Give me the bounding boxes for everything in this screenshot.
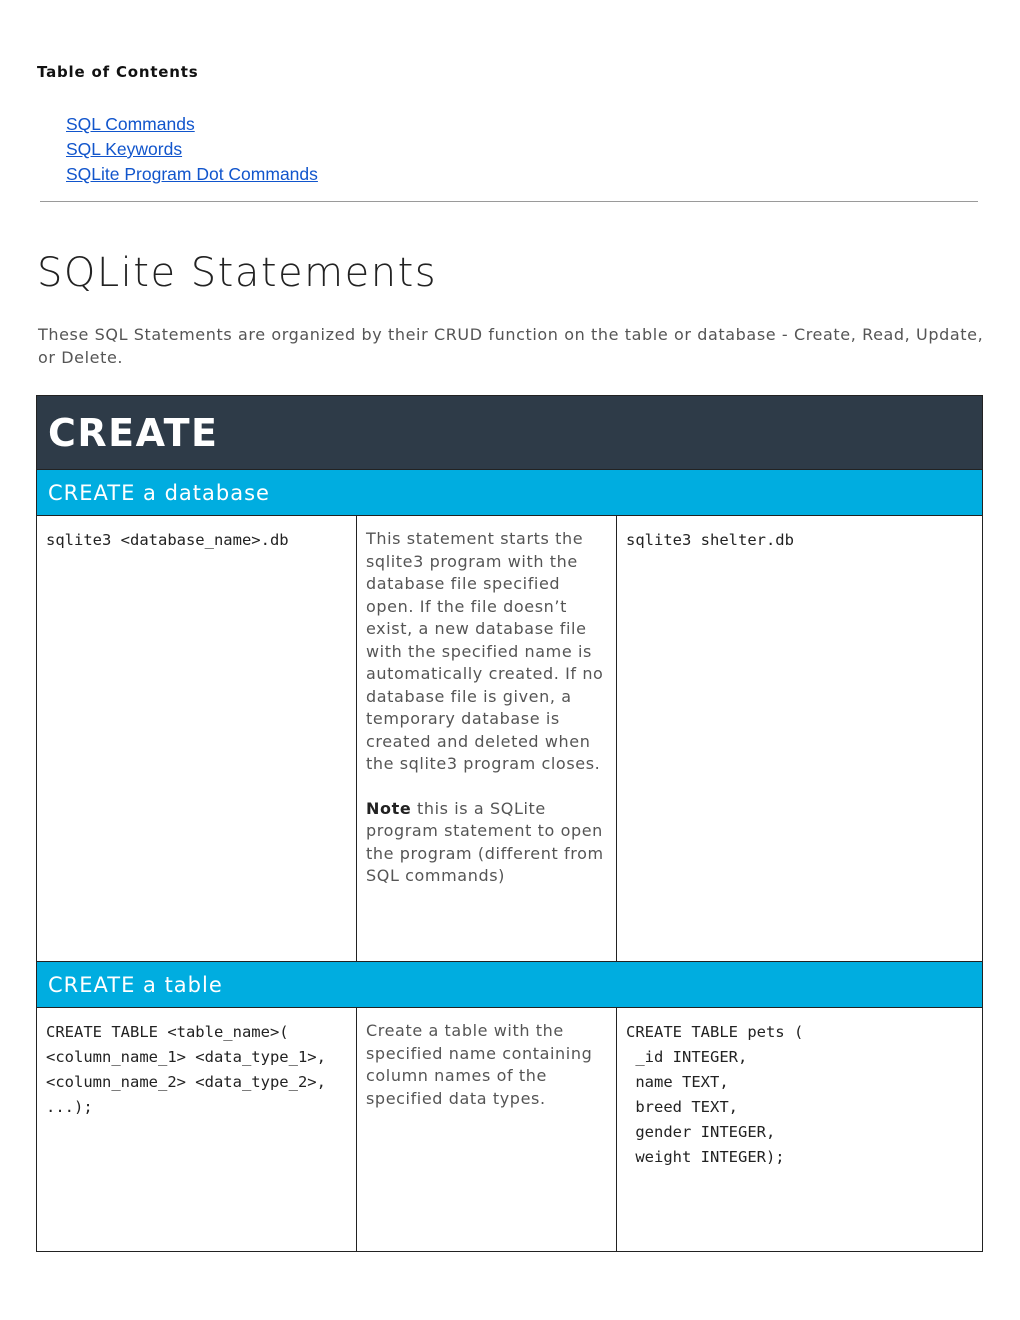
description-text: This statement starts the sqlite3 program with the database file specified open. If the file doesn’t exist, a new database file with the specified name is automatically created. If no database file is given, a temporary database is created and deleted when the sqlite3 program closes. [366,529,604,773]
table-row [37,516,983,962]
syntax-line: <column_name_2> <data_type_2>, [46,1073,326,1091]
section-header-create: CREATE [37,396,983,470]
example-cell [617,516,983,962]
example-line: name TEXT, [626,1073,729,1091]
page-title: SQLite Statements [37,250,438,296]
note-label: Note [366,798,412,818]
note-text [366,798,608,888]
example-line: CREATE TABLE pets ( [626,1023,804,1041]
create-table [36,395,983,1252]
note-body: this is a SQLite program statement to open the program (different from SQL commands) [366,798,604,885]
example-line: weight INTEGER); [626,1148,785,1166]
example-line: breed TEXT, [626,1098,738,1116]
description-cell [357,1008,617,1252]
intro-paragraph: These SQL Statements are organized by their CRUD function on the table or database - Create, Read, Update, or Delete. [38,325,984,367]
toc-heading: Table of Contents [37,63,199,81]
description-text: Create a table with the specified name containing column names of the specified data types. [366,1021,593,1108]
syntax-cell [37,1008,357,1252]
subheader-create-database: CREATE a database [37,470,983,516]
toc-link-sql-keywords[interactable]: SQL Keywords [66,139,183,159]
syntax-line: CREATE TABLE <table_name>( [46,1023,289,1041]
toc-list [66,112,318,187]
table-row [37,1008,983,1252]
syntax-cell [37,516,357,962]
example-line: sqlite3 shelter.db [626,531,794,549]
toc-link-sql-commands[interactable]: SQL Commands [66,114,195,134]
example-line: gender INTEGER, [626,1123,776,1141]
toc-link-dot-commands[interactable]: SQLite Program Dot Commands [66,164,318,184]
example-line: _id INTEGER, [626,1048,748,1066]
divider [40,201,978,202]
syntax-line: <column_name_1> <data_type_1>, [46,1048,326,1066]
syntax-line: ...); [46,1098,93,1116]
syntax-line: sqlite3 <database_name>.db [46,531,289,549]
subheader-create-table: CREATE a table [37,962,983,1008]
description-cell [357,516,617,962]
example-cell [617,1008,983,1252]
